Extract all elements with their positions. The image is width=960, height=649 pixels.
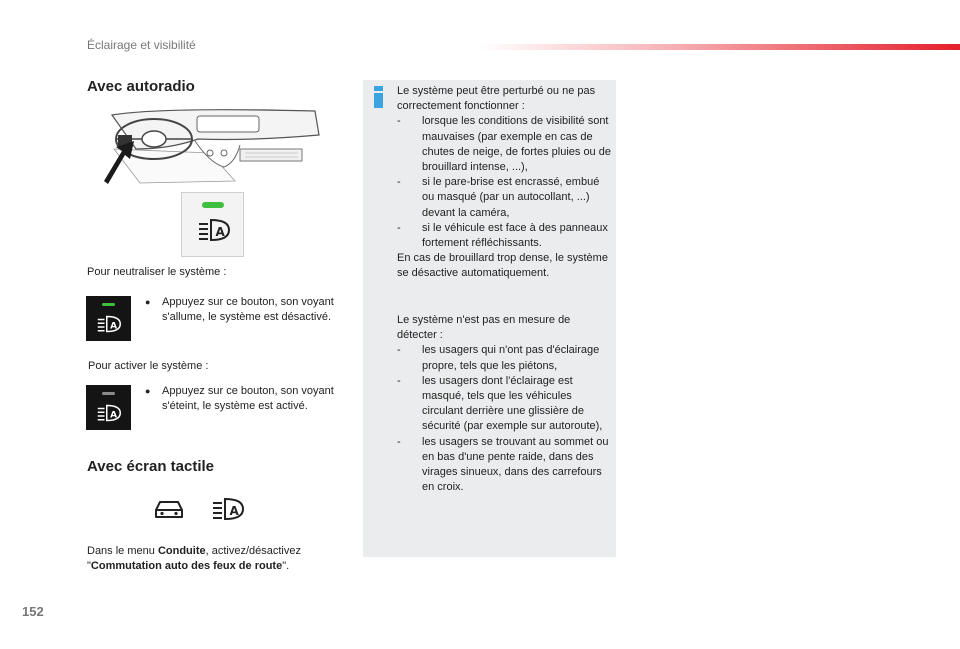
svg-text:A: A xyxy=(110,321,118,332)
auto-beam-button-off[interactable] xyxy=(86,385,131,430)
indicator-light-off xyxy=(102,392,115,395)
info-paragraph-1: Le système peut être perturbé ou ne pas correctement fonctionner : - lorsque les conditions de visibilité sont mauvaises (par exemple en cas de chutes de neige, de fortes pluies ou de brouillard intense, ...), - si le pare-brise est encrassé, embué ou masqué (par un autocollant, ...) devant la caméra, - si le véhicule est face à des panneaux fortement réfléchissants. En cas de brouillard trop dense, le système se désactive automatiquement. xyxy=(397,84,612,282)
activate-label: Pour activer le système : xyxy=(88,360,209,372)
button-closeup xyxy=(181,192,244,257)
svg-text:A: A xyxy=(229,504,239,518)
dashboard-illustration xyxy=(100,105,325,185)
list-item: - si le pare-brise est encrassé, embué ou masqué (par un autocollant, ...) devant la caméra, xyxy=(397,175,612,221)
auto-high-beam-icon xyxy=(198,218,230,242)
auto-high-beam-icon xyxy=(96,315,122,333)
svg-text:A: A xyxy=(110,410,118,421)
info-icon xyxy=(374,86,383,108)
activate-instruction: ● Appuyez sur ce bouton, son voyant s'éteint, le système est activé. xyxy=(145,385,334,412)
neutralize-label: Pour neutraliser le système : xyxy=(87,266,227,278)
auto-beam-button-on[interactable] xyxy=(86,296,131,341)
header-accent-bar xyxy=(480,44,960,50)
neutralize-instruction: ● Appuyez sur ce bouton, son voyant s'allume, le système est désactivé. xyxy=(145,296,334,323)
indicator-light-on xyxy=(202,202,224,208)
indicator-light-on xyxy=(102,303,115,306)
section-title: Éclairage et visibilité xyxy=(87,38,196,52)
autoradio-heading: Avec autoradio xyxy=(87,78,195,95)
svg-text:A: A xyxy=(215,225,225,239)
list-item: - les usagers qui n'ont pas d'éclairage propre, tels que les piétons, xyxy=(397,343,612,373)
list-item: - les usagers dont l'éclairage est masqué, tels que les véhicules circulant derrière une glissière de sécurité (par exemple sur autoroute), xyxy=(397,374,612,435)
list-item: - lorsque les conditions de visibilité sont mauvaises (par exemple en cas de chutes de neige, de fortes pluies ou de brouillard intense, ...), xyxy=(397,114,612,175)
touchscreen-instruction: Dans le menu Conduite, activez/désactivez "Commutation auto des feux de route". xyxy=(87,545,301,572)
list-item: - les usagers se trouvant au sommet ou en bas d'une pente raide, dans des virages sinueux, dans des carrefours en croix. xyxy=(397,435,612,496)
bullet-icon: ● xyxy=(145,386,151,396)
auto-high-beam-icon[interactable] xyxy=(211,497,245,521)
page-number: 152 xyxy=(22,604,44,619)
bullet-icon: ● xyxy=(145,297,151,307)
car-headlight-icon[interactable] xyxy=(153,498,185,520)
info-paragraph-2: Le système n'est pas en mesure de détecter : - les usagers qui n'ont pas d'éclairage propre, tels que les piétons, - les usagers dont l'éclairage est masqué, tels que les véhicules circulant derrière une glissière de sécurité (par exemple sur autoroute), - les usagers se trouvant au sommet ou en bas d'une pente raide, dans des virages sinueux, dans des carrefours en croix. xyxy=(397,313,612,495)
touchscreen-heading: Avec écran tactile xyxy=(87,458,215,475)
auto-high-beam-icon xyxy=(96,404,122,422)
list-item: - si le véhicule est face à des panneaux fortement réfléchissants. xyxy=(397,221,612,251)
